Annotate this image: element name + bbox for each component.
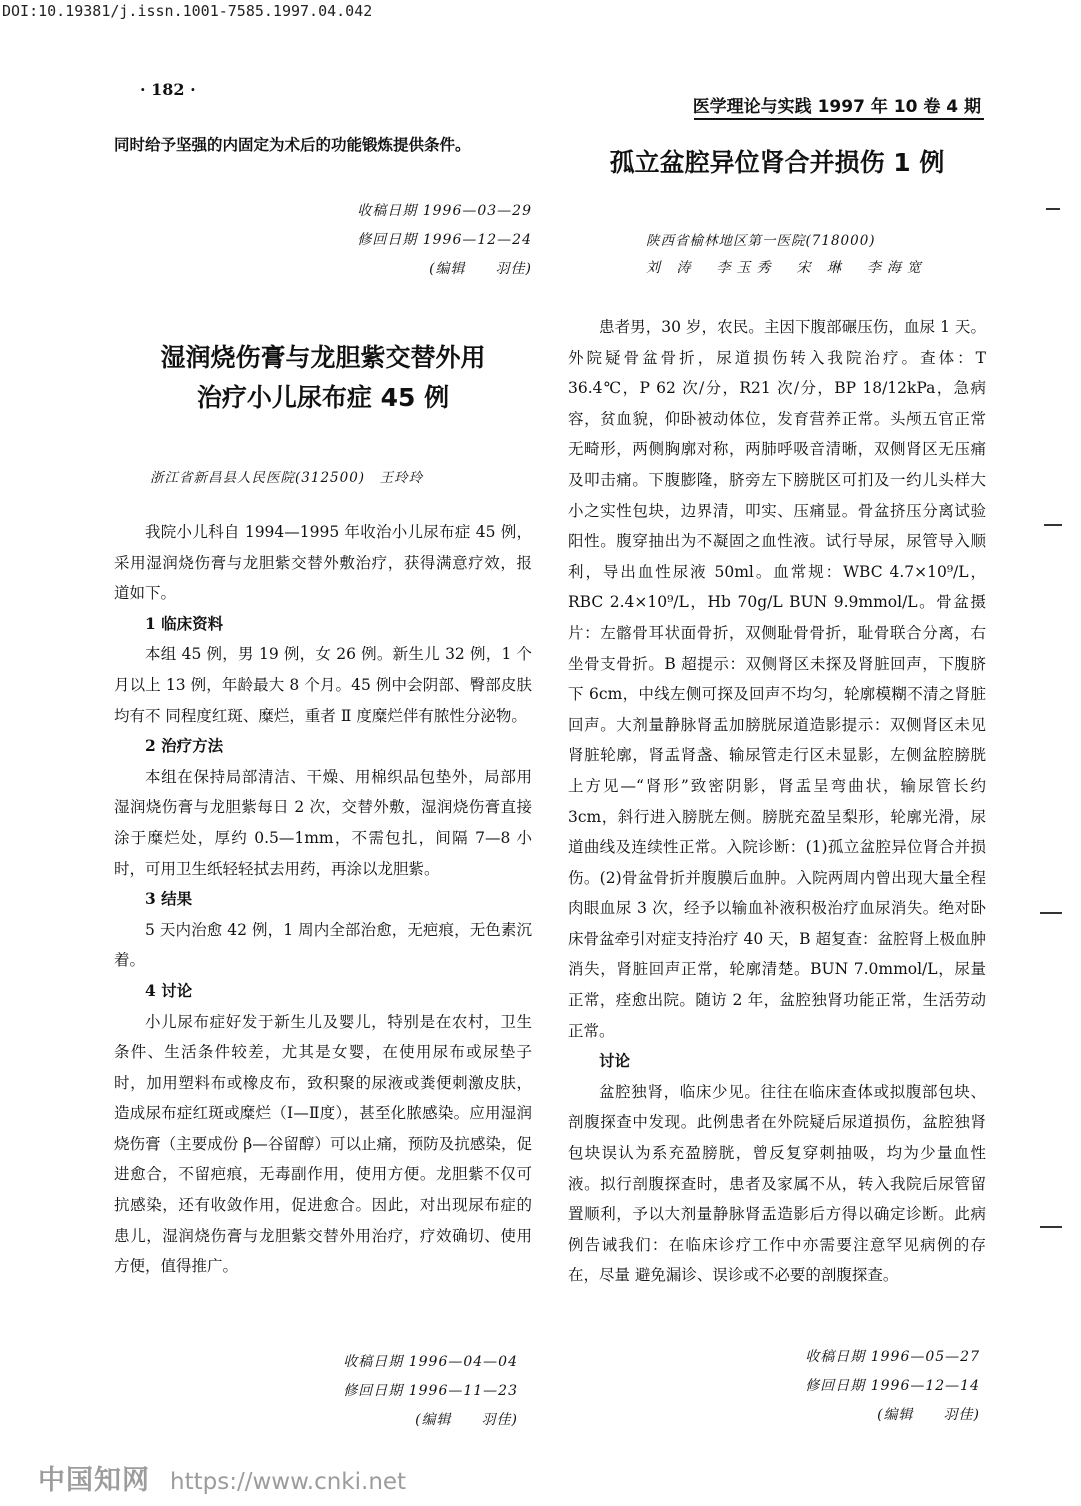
cnki-url: https://www.cnki.net — [170, 1469, 407, 1495]
scan-edge-mark — [1046, 208, 1060, 210]
left-article-title — [114, 338, 532, 418]
editor-credit: (编辑 羽佳) — [429, 261, 532, 277]
continuation-text: 同时给予坚强的内固定为术后的功能锻炼提供条件。 — [114, 135, 471, 154]
section-heading: 2 治疗方法 — [145, 736, 224, 756]
right-article-body — [568, 312, 986, 1291]
right-article-authors: 刘 涛 李玉秀 宋 琳 李海宽 — [646, 260, 927, 276]
page-number: · 182 · — [140, 80, 196, 99]
scan-edge-mark — [1040, 1226, 1062, 1228]
section-paragraph: 本组 45 例，男 19 例，女 26 例。新生儿 32 例，1 个月以上 13 例，年龄最大 8 个月。45 例中会阴部、臀部皮肤均有不 同程度红斑、糜烂，重者 Ⅱ 度糜烂伴有脓性分泌物。 — [114, 645, 532, 725]
discussion-paragraph: 盆腔独肾，临床少见。往往在临床查体或拟腹部包块、剖腹探查中发现。此例患者在外院疑后尿道损伤，盆腔独肾包块误认为系充盈膀胱，曾反复穿刺抽吸，均为少量血性液。拟行剖腹探查时，患者及家属不从，转入我院后尿管留置顺利，予以大剂量静脉肾盂造影后方得以确定诊断。此病例告诫我们：在临床诊疗工作中亦需要注意罕见病例的存在，尽量 避免漏诊、误诊或不必要的剖腹探查。 — [568, 1082, 986, 1285]
previous-article-tail — [114, 130, 532, 161]
received-date: 收稿日期 1996—04—04 — [343, 1354, 518, 1370]
editor-credit: (编辑 羽佳) — [415, 1412, 518, 1428]
received-date: 收稿日期 1996—03—29 — [357, 203, 532, 219]
received-date: 收稿日期 1996—05—27 — [805, 1349, 980, 1365]
case-report-paragraph: 患者男，30 岁，农民。主因下腹部碾压伤，血尿 1 天。外院疑骨盆骨折，尿道损伤转入我院治疗。查体：T 36.4℃，P 62 次/分，R21 次/分，BP 18/12kPa，急病容，贫血貌，仰卧被动体位，发育营养正常。头颅五官正常无畸形，两侧胸廓对称，两肺呼吸音清晰，双侧肾区无压痛及叩击痛。下腹膨隆，脐旁左下膀胱区可扪及一约儿头样大小之实性包块，边界清，叩实、压痛显。骨盆挤压分离试验阳性。腹穿抽出为不凝固之血性液。试行导尿，尿管导入顺利，导出血性尿液 50ml。血常规：WBC 4.7×10⁹/L，RBC 2.4×10⁹/L，Hb 70g/L BUN 9.9mmol/L。骨盆摄片：左髂骨耳状面骨折，双侧耻骨骨折，耻骨联合分离，右坐骨支骨折。B 超提示：双侧肾区未探及肾脏回声，下腹脐下 6cm，中线左侧可探及回声不均匀，轮廓模糊不清之肾脏回声。大剂量静脉肾盂加膀胱尿道造影提示：双侧肾区未见肾脏轮廓，肾盂肾盏、输尿管走行区未显影，左侧盆腔膀胱上方见—“肾形”致密阴影，肾盂呈弯曲状，输尿管长约 3cm，斜行进入膀胱左侧。膀胱充盈呈梨形，轮廓光滑，尿道曲线及连续性正常。入院诊断：(1)孤立盆腔异位肾合并损伤。(2)骨盆骨折并腹膜后血肿。入院两周内曾出现大量全程肉眼血尿 3 次，经予以输血补液积极治疗血尿消失。绝对卧床骨盆牵引对症支持治疗 40 天，B 超复查：盆腔肾上极血肿消失，肾脏回声正常，轮廓清楚。BUN 7.0mmol/L，尿量正常，痊愈出院。随访 2 年，盆腔独肾功能正常，生活劳动正常。 — [568, 318, 986, 1040]
journal-header: 医学理论与实践 1997 年 10 卷 4 期 — [692, 97, 981, 117]
cnki-watermark — [38, 1458, 406, 1497]
scan-edge-mark — [1040, 912, 1062, 914]
right-article-title: 孤立盆腔异位肾合并损伤 1 例 — [609, 148, 945, 177]
cnki-logo-text: 中国知网 — [38, 1465, 150, 1496]
revised-date: 修回日期 1996—12—14 — [805, 1378, 980, 1394]
editor-credit: (编辑 羽佳) — [877, 1407, 980, 1423]
header-rule — [694, 118, 984, 120]
left-article-dates — [114, 1348, 518, 1435]
section-paragraph: 小儿尿布症好发于新生儿及婴儿，特别是在农村，卫生条件、生活条件较差，尤其是女婴，在使用尿布或尿垫子时，加用塑料布或橡皮布，致积聚的尿液或粪便刺激皮肤，造成尿布症红斑或糜烂（Ⅰ—Ⅱ度），甚至化脓感染。应用湿润烧伤膏（主要成份 β—谷留醇）可以止痛，预防及抗感染，促进愈合，不留疤痕，无毒副作用，使用方便。龙胆紫不仅可抗感染，还有收敛作用，促进愈合。因此，对出现尿布症的患儿，湿润烧伤膏与龙胆紫交替外用治疗，疗效确切、使用方便，值得推广。 — [114, 1012, 532, 1276]
title-line-1: 湿润烧伤膏与龙胆紫交替外用 — [160, 343, 486, 372]
section-heading: 1 临床资料 — [145, 613, 224, 633]
section-paragraph: 5 天内治愈 42 例，1 周内全部治愈，无疤痕，无色素沉着。 — [114, 920, 532, 970]
section-paragraph: 本组在保持局部清洁、干燥、用棉织品包垫外，局部用湿润烧伤膏与龙胆紫每日 2 次，交替外敷，湿润烧伤膏直接涂于糜烂处，厚约 0.5—1mm，不需包扎，间隔 7—8 小时，可用卫生纸轻轻拭去用药，再涂以龙胆紫。 — [114, 767, 532, 878]
revised-date: 修回日期 1996—12—24 — [357, 232, 532, 248]
scan-edge-mark — [1044, 524, 1062, 526]
right-article-dates — [568, 1343, 980, 1430]
doi-line: DOI:10.19381/j.issn.1001-7585.1997.04.042 — [2, 2, 373, 20]
intro-paragraph: 我院小儿科自 1994—1995 年收治小儿尿布症 45 例，采用湿润烧伤膏与龙胆紫交替外敷治疗，获得满意疗效，报道如下。 — [114, 523, 532, 603]
section-heading: 4 讨论 — [145, 980, 193, 1000]
previous-article-dates — [114, 197, 532, 284]
left-article-affiliation: 浙江省新昌县人民医院(312500) 王玲玲 — [150, 470, 424, 486]
title-line-2: 治疗小儿尿布症 45 例 — [196, 383, 450, 412]
section-heading: 讨论 — [599, 1051, 631, 1071]
left-article-body — [114, 517, 532, 1282]
right-article-affiliation: 陕西省榆林地区第一医院(718000) — [646, 233, 876, 249]
section-heading: 3 结果 — [145, 889, 193, 909]
revised-date: 修回日期 1996—11—23 — [343, 1383, 518, 1399]
